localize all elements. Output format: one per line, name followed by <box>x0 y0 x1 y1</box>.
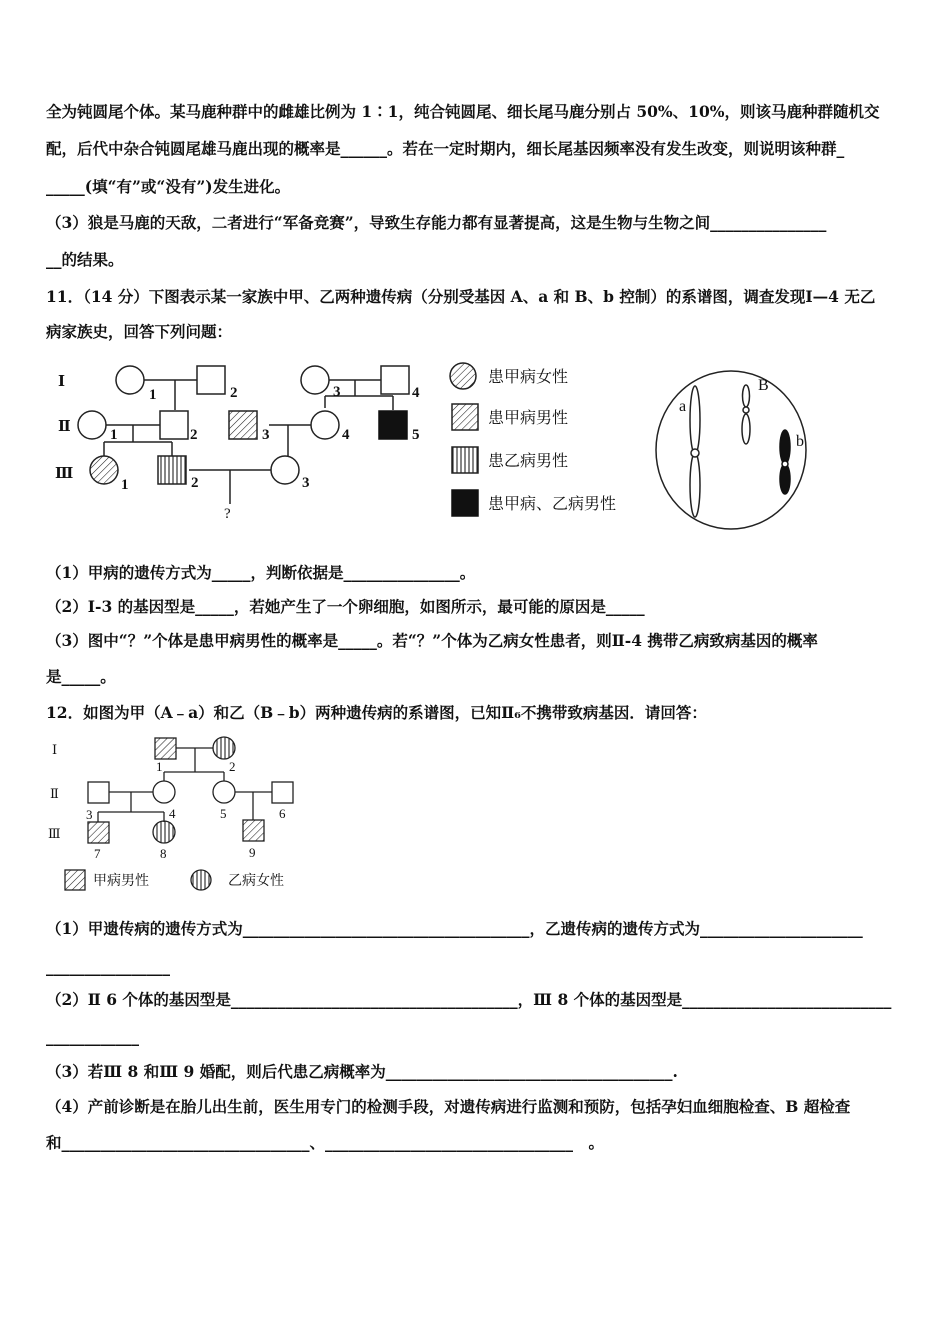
pedigree2-I-1-male-disease-a <box>155 738 176 759</box>
svg-text:9: 9 <box>249 845 256 860</box>
q12-sub1: （1）甲遗传病的遗传方式为_____________________________________，乙遗传病的遗传方式为_____________________ <box>46 919 863 938</box>
pedigree2-II-4-female <box>153 781 175 803</box>
q12-figure <box>0 728 950 898</box>
q10-text-line-2: 配，后代中杂合钝圆尾雄马鹿出现的概率是______。若在一定时期内，细长尾基因频率没有发生改变，则说明该种群_ <box>46 139 845 158</box>
q12-sub2: （2）Ⅱ 6 个体的基因型是_____________________________________，Ⅲ 8 个体的基因型是___________________________ <box>46 990 892 1009</box>
pedigree2-II-5-female <box>213 781 235 803</box>
q11-figure <box>0 345 950 550</box>
svg-text:5: 5 <box>220 806 227 821</box>
pedigree-II-5-male-both <box>379 411 407 439</box>
q11-stem-line-1: 11．（14 分）下图表示某一家族中甲、乙两种遗传病（分别受基因 A、a 和 B、b 控制）的系谱图，调查发现Ⅰ—4 无乙 <box>46 287 876 306</box>
pedigree-I-3-female <box>301 366 329 394</box>
svg-text:4: 4 <box>342 427 350 443</box>
q10-sub3-cont: __的结果。 <box>46 250 124 269</box>
pedigree2-III-8-female-disease-b <box>153 821 175 843</box>
pedigree-III-2-male-disease-b <box>158 456 186 484</box>
legend2-a-male: 甲病男性 <box>93 874 149 889</box>
svg-text:3: 3 <box>302 475 310 491</box>
svg-text:5: 5 <box>412 427 420 443</box>
q11-stem-line-2: 病家族史，回答下列问题： <box>46 322 233 341</box>
legend-ab-male: 患甲病、乙病男性 <box>488 496 617 513</box>
q12-sub1-cont: ________________ <box>46 957 170 976</box>
pedigree-I-2-male <box>197 366 225 394</box>
pedigree2-II-3-male <box>88 782 109 803</box>
svg-text:Ⅰ: Ⅰ <box>52 742 58 757</box>
svg-text:2: 2 <box>230 385 238 401</box>
pedigree-II-2-male <box>160 411 188 439</box>
svg-text:4: 4 <box>169 806 176 821</box>
pedigree-III-1-female-disease-a <box>90 456 118 484</box>
pedigree-III-3-female <box>271 456 299 484</box>
chromosome-a <box>690 386 700 517</box>
q12-sub3: （3）若Ⅲ 8 和Ⅲ 9 婚配，则后代患乙病概率为_____________________________________. <box>46 1062 678 1081</box>
svg-text:a: a <box>679 398 687 415</box>
svg-text:2: 2 <box>190 427 198 443</box>
svg-text:3: 3 <box>86 807 93 822</box>
q10-sub3: （3）狼是马鹿的天敌，二者进行“军备竞赛”，导致生存能力都有显著提高，这是生物与生物之间_______________ <box>46 213 827 232</box>
q12-sub2-cont: ____________ <box>46 1027 139 1046</box>
q12-sub4: （4）产前诊断是在胎儿出生前，医生用专门的检测手段，对遗传病进行监测和预防，包括孕妇血细胞检查、B 超检查 <box>46 1097 851 1116</box>
q11-sub3: （3）图中“？”个体是患甲病男性的概率是_____。若“？”个体为乙病女性患者，则Ⅱ-4 携带乙病致病基因的概率 <box>46 631 818 650</box>
pedigree2-I-2-female-disease-b <box>213 737 235 759</box>
pedigree2-III-9-male-disease-a <box>243 820 264 841</box>
svg-text:7: 7 <box>94 846 101 861</box>
svg-text:3: 3 <box>262 427 270 443</box>
svg-text:1: 1 <box>110 427 118 443</box>
q10-text-line-3: _____(填“有”或“没有”)发生进化。 <box>46 177 291 196</box>
question-mark: ? <box>224 506 231 522</box>
pedigree2-III-7-male-disease-a <box>88 822 109 843</box>
svg-text:6: 6 <box>279 806 286 821</box>
svg-text:2: 2 <box>229 759 236 774</box>
pedigree-II-1-female <box>78 411 106 439</box>
gen-label-I: Ⅰ <box>58 374 66 390</box>
pedigree2-II-6-male <box>272 782 293 803</box>
svg-text:8: 8 <box>160 846 167 861</box>
svg-text:4: 4 <box>412 385 420 401</box>
svg-text:3: 3 <box>333 384 341 400</box>
q12-stem: 12．如图为甲（A﹣a）和乙（B﹣b）两种遗传病的系谱图，已知Ⅱ₆不携带致病基因．请回答： <box>46 703 707 722</box>
svg-text:Ⅲ: Ⅲ <box>48 826 61 841</box>
svg-text:b: b <box>796 433 804 450</box>
q11-sub1: （1）甲病的遗传方式为_____，判断依据是_______________。 <box>46 563 476 582</box>
q11-sub3-cont: 是_____。 <box>46 667 116 686</box>
legend2-b-female: 乙病女性 <box>228 874 284 889</box>
q11-sub2: （2）Ⅰ-3 的基因型是_____，若她产生了一个卵细胞，如图所示，最可能的原因是_____ <box>46 597 645 616</box>
gen-label-II: Ⅱ <box>58 419 71 435</box>
q10-text-line-1: 全为钝圆尾个体。某马鹿种群中的雌雄比例为 1∶1，纯合钝圆尾、细长尾马鹿分别占 50%、10%，则该马鹿种群随机交 <box>46 102 880 121</box>
gen-label-III: Ⅲ <box>55 466 74 482</box>
svg-text:2: 2 <box>191 475 199 491</box>
legend-a-male: 患甲病男性 <box>488 410 569 427</box>
svg-text:1: 1 <box>156 759 163 774</box>
legend-a-female: 患甲病女性 <box>488 369 569 386</box>
svg-text:B: B <box>758 377 769 394</box>
svg-text:Ⅱ: Ⅱ <box>50 786 59 801</box>
svg-text:1: 1 <box>149 387 157 403</box>
q12-sub4-cont: 和________________________________、________________________________ 。 <box>46 1133 605 1152</box>
pedigree-II-4-female <box>311 411 339 439</box>
svg-text:1: 1 <box>121 477 129 493</box>
legend-b-male: 患乙病男性 <box>488 453 569 470</box>
pedigree-II-3-male-disease-a <box>229 411 257 439</box>
pedigree-I-1-female <box>116 366 144 394</box>
pedigree-I-4-male <box>381 366 409 394</box>
